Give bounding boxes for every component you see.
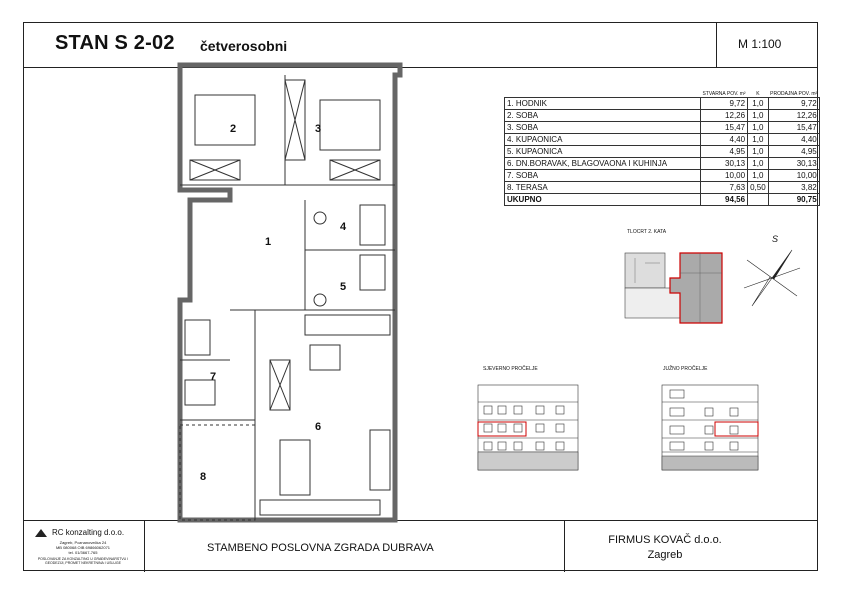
room-number-1: 1 bbox=[265, 236, 272, 248]
compass-label: S bbox=[772, 234, 779, 244]
table-row: 2. SOBA 12,26 1,0 12,26 bbox=[505, 110, 820, 122]
table-row: 8. TERASA 7,63 0,50 3,82 bbox=[505, 182, 820, 194]
table-row: 1. HODNIK 9,72 1,0 9,72 bbox=[505, 98, 820, 110]
table-row: 4. KUPAONICA 4,40 1,0 4,40 bbox=[505, 134, 820, 146]
table-row: 6. DN.BORAVAK, BLAGOVAONA I KUHINJA 30,13 1,0 30,13 bbox=[505, 158, 820, 170]
footer-divider-right bbox=[564, 520, 565, 572]
scale-label: M 1:100 bbox=[738, 37, 782, 51]
col-k: K bbox=[756, 91, 760, 97]
header-divider bbox=[24, 67, 817, 68]
project-name: STAMBENO POSLOVNA ZGRADA DUBRAVA bbox=[207, 542, 434, 554]
company-name: RC konzalting d.o.o. bbox=[52, 528, 125, 537]
col-sale: PRODAJNA POV. m² bbox=[770, 91, 818, 97]
table-row: 5. KUPAONICA 4,95 1,0 4,95 bbox=[505, 146, 820, 158]
company-logo-icon bbox=[34, 528, 48, 538]
table-row: 7. SOBA 10,00 1,0 10,00 bbox=[505, 170, 820, 182]
south-elevation bbox=[660, 380, 764, 472]
room-number-6: 6 bbox=[315, 421, 322, 433]
room-number-8: 8 bbox=[200, 471, 207, 483]
apartment-title: STAN S 2-02 bbox=[55, 32, 175, 54]
floorplan-key bbox=[620, 248, 730, 328]
room-number-3: 3 bbox=[315, 123, 322, 135]
company-address: Zagreb, Poznanovečka 24 MB 080068 OIB 69866062071 tel. 01/3667-765 bbox=[55, 540, 111, 555]
investor-city: Zagreb bbox=[647, 549, 683, 561]
room-number-2: 2 bbox=[230, 123, 237, 135]
investor-name: FIRMUS KOVAČ d.o.o. bbox=[608, 534, 722, 546]
floor-plan bbox=[170, 60, 410, 540]
apartment-type: četverosobni bbox=[200, 38, 288, 54]
north-elevation-label: SJEVERNO PROČELJE bbox=[483, 366, 538, 372]
room-number-5: 5 bbox=[340, 281, 347, 293]
footer-divider bbox=[24, 520, 817, 521]
room-number-4: 4 bbox=[340, 221, 347, 233]
area-table bbox=[504, 86, 820, 206]
north-elevation bbox=[476, 380, 588, 472]
table-total-row: UKUPNO 94,56 90,75 bbox=[505, 194, 820, 206]
table-row: 3. SOBA 15,47 1,0 15,47 bbox=[505, 122, 820, 134]
compass-rose-icon bbox=[742, 248, 802, 308]
floorplan-key-label: TLOCRT 2. KATA bbox=[627, 229, 667, 235]
company-services: POSLOVANJE ZA KONZALTING U GRAĐEVINARSTVU I GEODEZIJI, PROMET NEKRETNINA I USLUGE bbox=[37, 557, 129, 565]
col-actual: STVARNA POV. m² bbox=[702, 91, 746, 97]
scale-divider bbox=[716, 23, 717, 67]
footer-divider-left bbox=[144, 520, 145, 572]
room-number-7: 7 bbox=[210, 371, 217, 383]
south-elevation-label: JUŽNO PROČELJE bbox=[663, 366, 708, 372]
